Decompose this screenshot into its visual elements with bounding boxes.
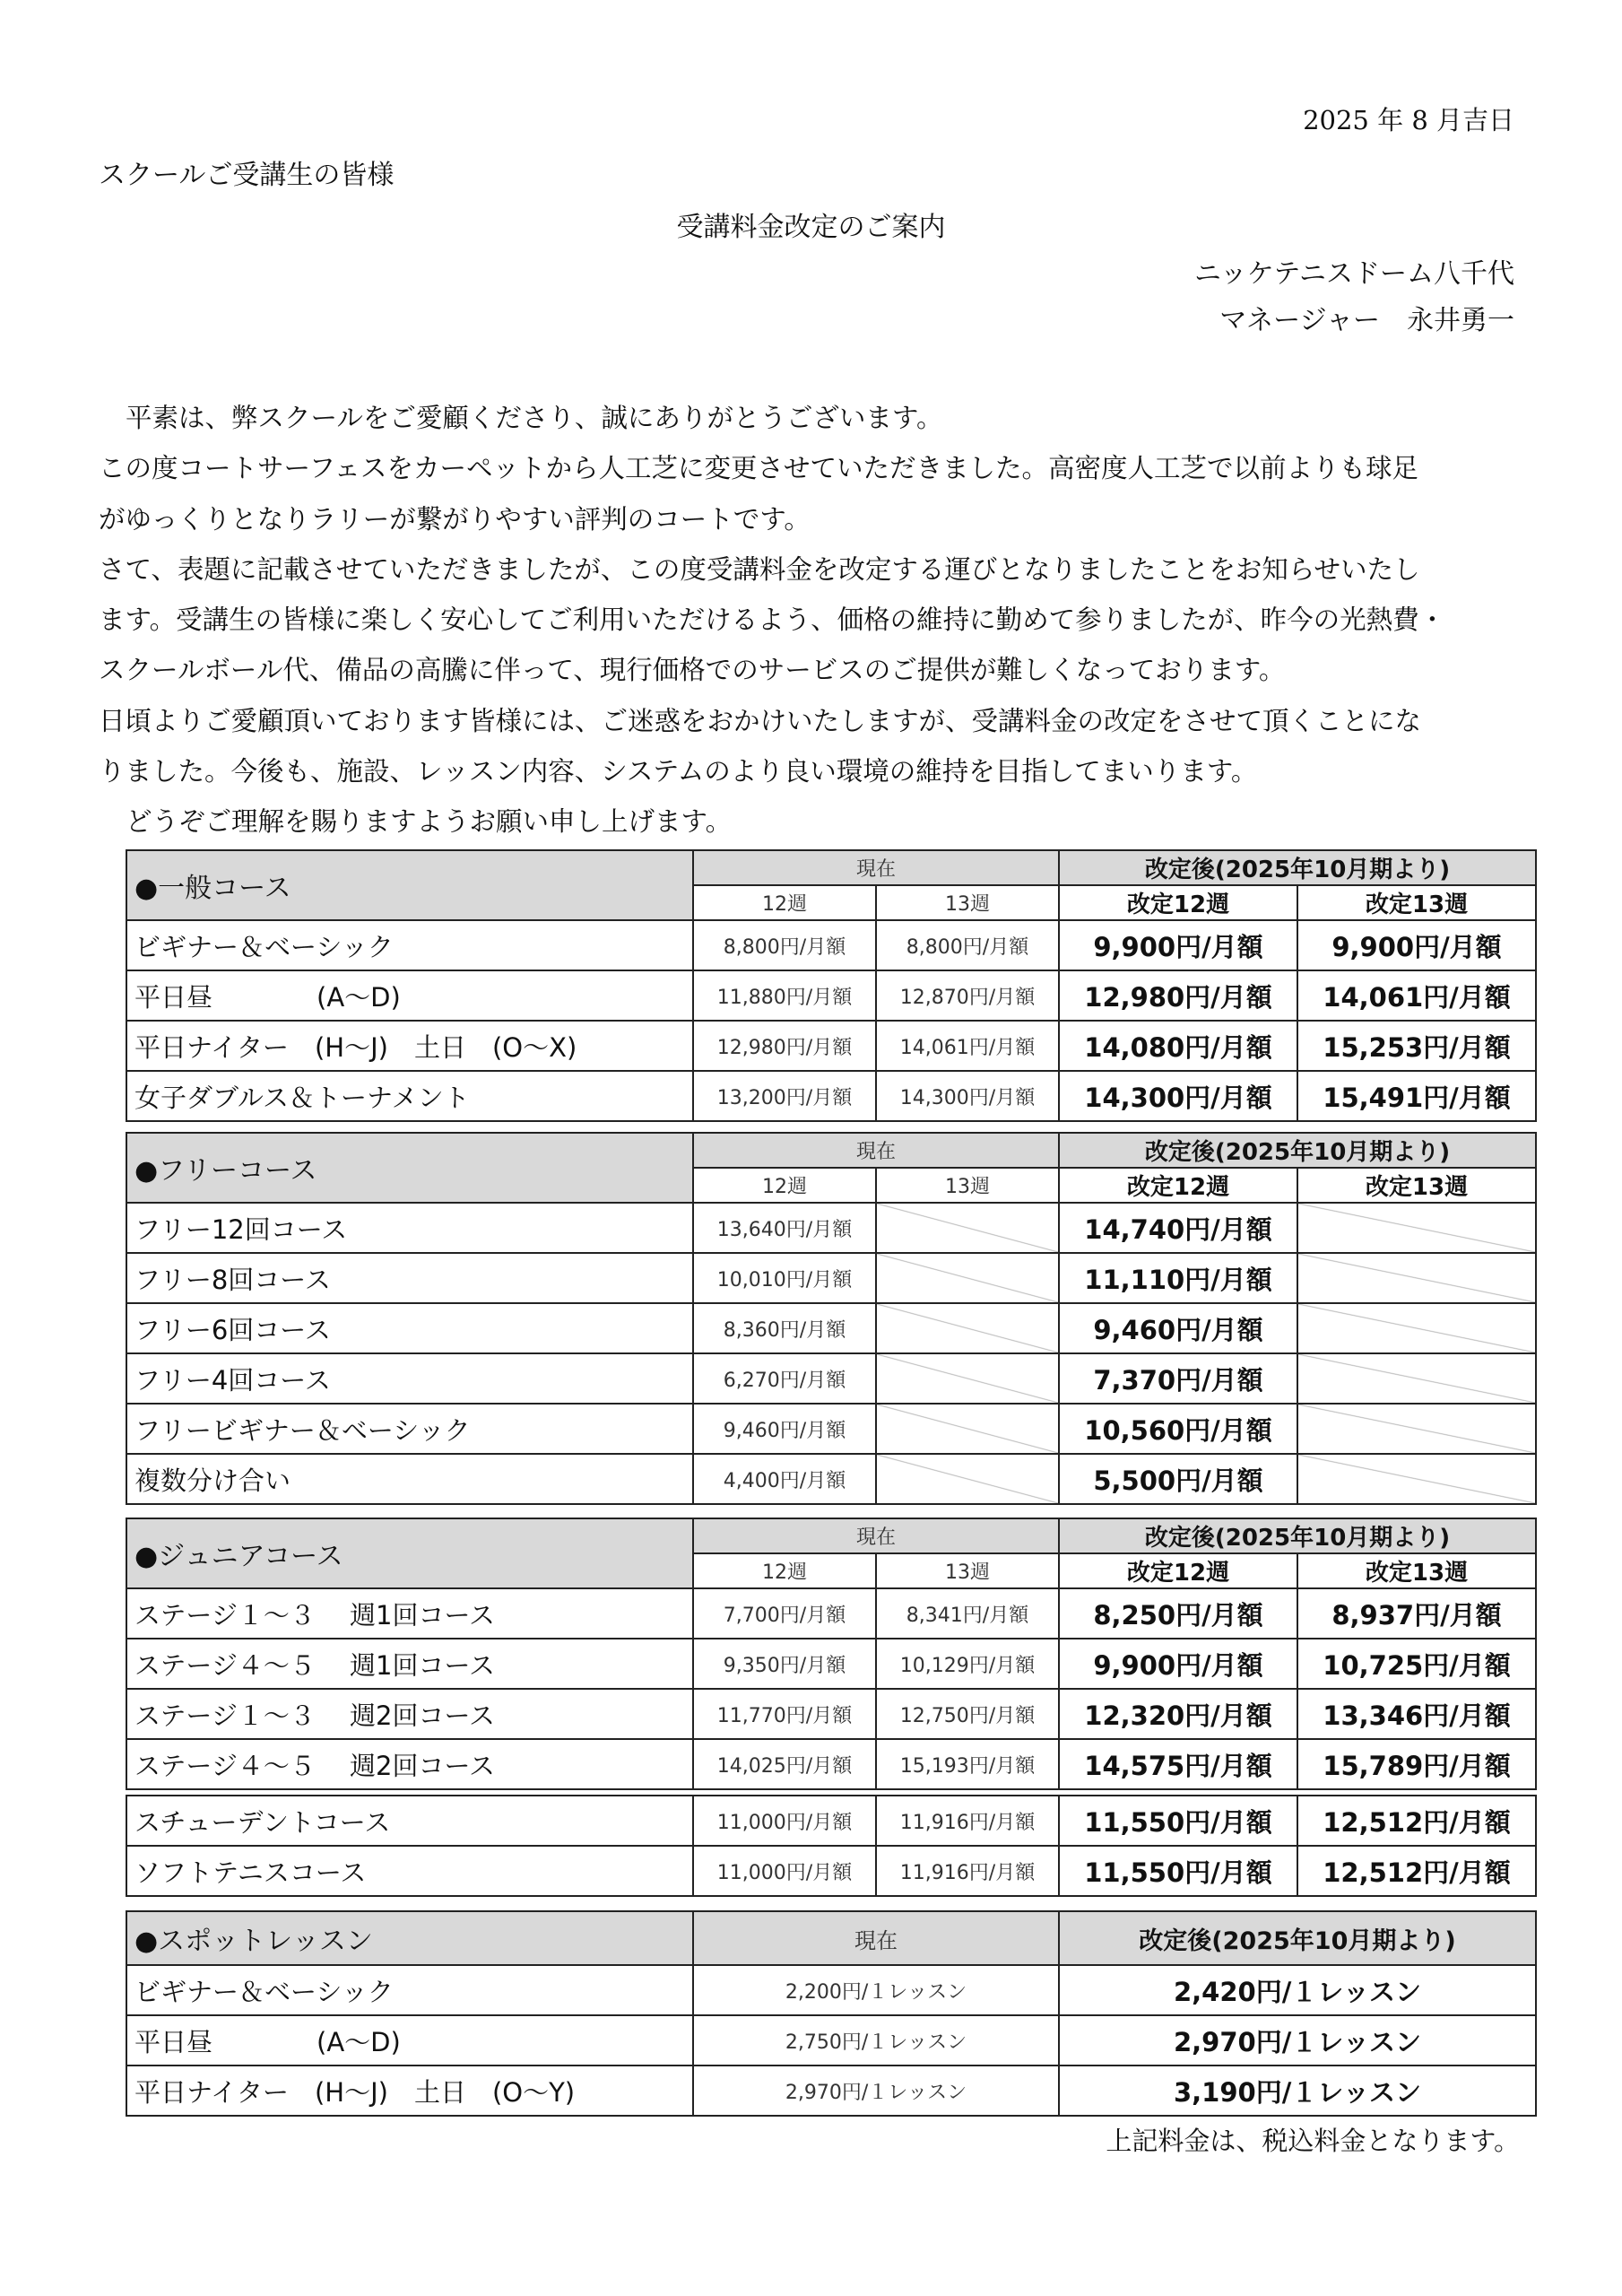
course-name: 複数分け合い bbox=[126, 1454, 693, 1504]
current-13-price: 14,300円/月額 bbox=[876, 1071, 1059, 1121]
revised-12-price: 10,560円/月額 bbox=[1059, 1404, 1297, 1454]
organization-name: ニッケテニスドーム八千代 bbox=[1194, 258, 1514, 290]
revised-12-price: 11,550円/月額 bbox=[1059, 1796, 1297, 1846]
revised-header: 改定後(2025年10月期より) bbox=[1059, 1518, 1536, 1553]
notice-body bbox=[99, 393, 1524, 848]
revised-13-price: 12,512円/月額 bbox=[1297, 1796, 1536, 1846]
table-row bbox=[126, 1639, 1536, 1689]
not-applicable-cell bbox=[876, 1253, 1059, 1303]
current-13-price: 12,750円/月額 bbox=[876, 1689, 1059, 1739]
current-13-week-header: 13週 bbox=[876, 885, 1059, 920]
revised-13-price: 13,346円/月額 bbox=[1297, 1689, 1536, 1739]
document-date: 2025 年 8 月吉日 bbox=[1303, 105, 1514, 135]
revised-13-week-header: 改定13週 bbox=[1297, 885, 1536, 920]
revised-12-week-header: 改定12週 bbox=[1059, 885, 1297, 920]
general-course-title: ●一般コース bbox=[126, 850, 693, 920]
table-row bbox=[126, 1689, 1536, 1739]
revised-12-price: 14,080円/月額 bbox=[1059, 1021, 1297, 1071]
free-course-table bbox=[126, 1132, 1537, 1505]
table-row bbox=[126, 1454, 1536, 1504]
revised-price: 2,420円/１レッスン bbox=[1059, 1965, 1536, 2015]
table-row bbox=[126, 2066, 1536, 2116]
table-row bbox=[126, 1071, 1536, 1121]
current-13-price: 11,916円/月額 bbox=[876, 1846, 1059, 1896]
table-row bbox=[126, 1846, 1536, 1896]
current-12-price: 11,880円/月額 bbox=[693, 970, 876, 1021]
junior-course-table bbox=[126, 1518, 1537, 1790]
table-row bbox=[126, 1588, 1536, 1639]
course-name: フリー12回コース bbox=[126, 1203, 693, 1253]
current-13-price: 10,129円/月額 bbox=[876, 1639, 1059, 1689]
current-price: 2,970円/１レッスン bbox=[693, 2066, 1059, 2116]
course-name: ビギナー＆ベーシック bbox=[126, 920, 693, 970]
body-paragraph: ます。受講生の皆様に楽しく安心してご利用いただけるよう、価格の維持に勤めて参りましたが、昨今の光熱費・ bbox=[99, 604, 1446, 636]
current-13-price: 12,870円/月額 bbox=[876, 970, 1059, 1021]
current-13-price: 14,061円/月額 bbox=[876, 1021, 1059, 1071]
revised-12-week-header: 改定12週 bbox=[1059, 1553, 1297, 1588]
addressee: スクールご受講生の皆様 bbox=[99, 160, 395, 191]
current-12-price: 11,000円/月額 bbox=[693, 1796, 876, 1846]
revised-price: 2,970円/１レッスン bbox=[1059, 2015, 1536, 2066]
table-row bbox=[126, 1404, 1536, 1454]
revised-13-price: 15,491円/月額 bbox=[1297, 1071, 1536, 1121]
current-12-price: 13,640円/月額 bbox=[693, 1203, 876, 1253]
table-row bbox=[126, 1303, 1536, 1353]
course-name: ステージ１～３ 週1回コース bbox=[126, 1588, 693, 1639]
table-row bbox=[126, 1353, 1536, 1404]
revised-12-price: 9,900円/月額 bbox=[1059, 1639, 1297, 1689]
other-course-table bbox=[126, 1795, 1537, 1897]
current-12-price: 8,360円/月額 bbox=[693, 1303, 876, 1353]
current-13-price: 15,193円/月額 bbox=[876, 1739, 1059, 1789]
not-applicable-cell bbox=[1297, 1303, 1536, 1353]
revised-12-price: 12,320円/月額 bbox=[1059, 1689, 1297, 1739]
revised-12-week-header: 改定12週 bbox=[1059, 1168, 1297, 1203]
revised-13-week-header: 改定13週 bbox=[1297, 1168, 1536, 1203]
course-name: フリー8回コース bbox=[126, 1253, 693, 1303]
current-13-week-header: 13週 bbox=[876, 1168, 1059, 1203]
spot-lesson-title: ●スポットレッスン bbox=[126, 1911, 693, 1965]
revised-12-price: 14,575円/月額 bbox=[1059, 1739, 1297, 1789]
current-12-price: 11,770円/月額 bbox=[693, 1689, 876, 1739]
revised-12-price: 12,980円/月額 bbox=[1059, 970, 1297, 1021]
revised-13-price: 10,725円/月額 bbox=[1297, 1639, 1536, 1689]
table-row bbox=[126, 1965, 1536, 2015]
current-12-week-header: 12週 bbox=[693, 885, 876, 920]
revised-12-price: 9,900円/月額 bbox=[1059, 920, 1297, 970]
body-paragraph: どうぞご理解を賜りますようお願い申し上げます。 bbox=[126, 806, 733, 838]
current-13-price: 8,800円/月額 bbox=[876, 920, 1059, 970]
not-applicable-cell bbox=[1297, 1353, 1536, 1404]
course-name: スチューデントコース bbox=[126, 1796, 693, 1846]
revised-header: 改定後(2025年10月期より) bbox=[1059, 1133, 1536, 1168]
not-applicable-cell bbox=[876, 1454, 1059, 1504]
course-name: 平日昼 (A〜D) bbox=[126, 970, 693, 1021]
current-12-price: 6,270円/月額 bbox=[693, 1353, 876, 1404]
current-12-price: 9,350円/月額 bbox=[693, 1639, 876, 1689]
revised-12-price: 14,300円/月額 bbox=[1059, 1071, 1297, 1121]
current-12-price: 4,400円/月額 bbox=[693, 1454, 876, 1504]
table-row bbox=[126, 1203, 1536, 1253]
revised-header: 改定後(2025年10月期より) bbox=[1059, 1911, 1536, 1965]
current-header: 現在 bbox=[693, 1518, 1059, 1553]
current-12-week-header: 12週 bbox=[693, 1168, 876, 1203]
body-paragraph: 日頃よりご愛顧頂いております皆様には、ご迷惑をおかけいたしますが、受講料金の改定をさせて頂くことにな bbox=[99, 705, 1422, 736]
current-12-price: 11,000円/月額 bbox=[693, 1846, 876, 1896]
table-row bbox=[126, 1021, 1536, 1071]
course-name: フリー6回コース bbox=[126, 1303, 693, 1353]
current-12-price: 10,010円/月額 bbox=[693, 1253, 876, 1303]
revised-12-price: 7,370円/月額 bbox=[1059, 1353, 1297, 1404]
revised-13-week-header: 改定13週 bbox=[1297, 1553, 1536, 1588]
body-paragraph: スクールボール代、備品の高騰に伴って、現行価格でのサービスのご提供が難しくなっております。 bbox=[99, 655, 1286, 686]
course-name: 女子ダブルス＆トーナメント bbox=[126, 1071, 693, 1121]
course-name: ステージ１～３ 週2回コース bbox=[126, 1689, 693, 1739]
revised-13-price: 9,900円/月額 bbox=[1297, 920, 1536, 970]
course-name: フリービギナー＆ベーシック bbox=[126, 1404, 693, 1454]
course-name: ソフトテニスコース bbox=[126, 1846, 693, 1896]
not-applicable-cell bbox=[876, 1404, 1059, 1454]
current-12-week-header: 12週 bbox=[693, 1553, 876, 1588]
table-row bbox=[126, 970, 1536, 1021]
table-row bbox=[126, 1796, 1536, 1846]
course-name: ステージ４～５ 週2回コース bbox=[126, 1739, 693, 1789]
current-12-price: 7,700円/月額 bbox=[693, 1588, 876, 1639]
current-13-week-header: 13週 bbox=[876, 1553, 1059, 1588]
spot-lesson-table bbox=[126, 1910, 1537, 2117]
table-row bbox=[126, 1253, 1536, 1303]
revised-12-price: 8,250円/月額 bbox=[1059, 1588, 1297, 1639]
document-title: 受講料金改定のご案内 bbox=[676, 212, 946, 243]
general-course-table bbox=[126, 849, 1537, 1122]
current-12-price: 13,200円/月額 bbox=[693, 1071, 876, 1121]
current-price: 2,200円/１レッスン bbox=[693, 1965, 1059, 2015]
body-paragraph: さて、表題に記載させていただきましたが、この度受講料金を改定する運びとなりましたことをお知らせいたし bbox=[99, 553, 1420, 585]
revised-13-price: 15,789円/月額 bbox=[1297, 1739, 1536, 1789]
not-applicable-cell bbox=[876, 1203, 1059, 1253]
junior-course-title: ●ジュニアコース bbox=[126, 1518, 693, 1588]
course-name: ビギナー＆ベーシック bbox=[126, 1965, 693, 2015]
revised-12-price: 5,500円/月額 bbox=[1059, 1454, 1297, 1504]
revised-13-price: 15,253円/月額 bbox=[1297, 1021, 1536, 1071]
revised-price: 3,190円/１レッスン bbox=[1059, 2066, 1536, 2116]
course-name: 平日昼 (A〜D) bbox=[126, 2015, 693, 2066]
revised-12-price: 14,740円/月額 bbox=[1059, 1203, 1297, 1253]
not-applicable-cell bbox=[1297, 1253, 1536, 1303]
current-header: 現在 bbox=[693, 850, 1059, 885]
current-12-price: 8,800円/月額 bbox=[693, 920, 876, 970]
not-applicable-cell bbox=[1297, 1404, 1536, 1454]
course-name: ステージ４～５ 週1回コース bbox=[126, 1639, 693, 1689]
current-12-price: 14,025円/月額 bbox=[693, 1739, 876, 1789]
body-paragraph: 平素は、弊スクールをご愛顧くださり、誠にありがとうございます。 bbox=[126, 403, 943, 433]
tax-note: 上記料金は、税込料金となります。 bbox=[1106, 2126, 1520, 2156]
not-applicable-cell bbox=[1297, 1203, 1536, 1253]
free-course-title: ●フリーコース bbox=[126, 1133, 693, 1203]
current-13-price: 8,341円/月額 bbox=[876, 1588, 1059, 1639]
body-paragraph: この度コートサーフェスをカーペットから人工芝に変更させていただきました。高密度人工芝で以前よりも球足 bbox=[99, 453, 1419, 484]
table-row bbox=[126, 1739, 1536, 1789]
current-12-price: 9,460円/月額 bbox=[693, 1404, 876, 1454]
manager-name: マネージャー 永井勇一 bbox=[1219, 305, 1514, 336]
current-13-price: 11,916円/月額 bbox=[876, 1796, 1059, 1846]
table-row bbox=[126, 2015, 1536, 2066]
current-12-price: 12,980円/月額 bbox=[693, 1021, 876, 1071]
revised-12-price: 11,550円/月額 bbox=[1059, 1846, 1297, 1896]
revised-13-price: 12,512円/月額 bbox=[1297, 1846, 1536, 1896]
body-paragraph: がゆっくりとなりラリーが繋がりやすい評判のコートです。 bbox=[99, 503, 811, 535]
course-name: 平日ナイター (H〜J) 土日 (O〜X) bbox=[126, 1021, 693, 1071]
not-applicable-cell bbox=[1297, 1454, 1536, 1504]
not-applicable-cell bbox=[876, 1303, 1059, 1353]
revised-12-price: 9,460円/月額 bbox=[1059, 1303, 1297, 1353]
current-header: 現在 bbox=[693, 1133, 1059, 1168]
revised-13-price: 8,937円/月額 bbox=[1297, 1588, 1536, 1639]
revised-header: 改定後(2025年10月期より) bbox=[1059, 850, 1536, 885]
body-paragraph: りました。今後も、施設、レッスン内容、システムのより良い環境の維持を目指してまいります。 bbox=[99, 756, 1258, 787]
revised-12-price: 11,110円/月額 bbox=[1059, 1253, 1297, 1303]
not-applicable-cell bbox=[876, 1353, 1059, 1404]
course-name: フリー4回コース bbox=[126, 1353, 693, 1404]
table-row bbox=[126, 920, 1536, 970]
revised-13-price: 14,061円/月額 bbox=[1297, 970, 1536, 1021]
current-price: 2,750円/１レッスン bbox=[693, 2015, 1059, 2066]
current-header: 現在 bbox=[693, 1911, 1059, 1965]
course-name: 平日ナイター (H〜J) 土日 (O〜Y) bbox=[126, 2066, 693, 2116]
